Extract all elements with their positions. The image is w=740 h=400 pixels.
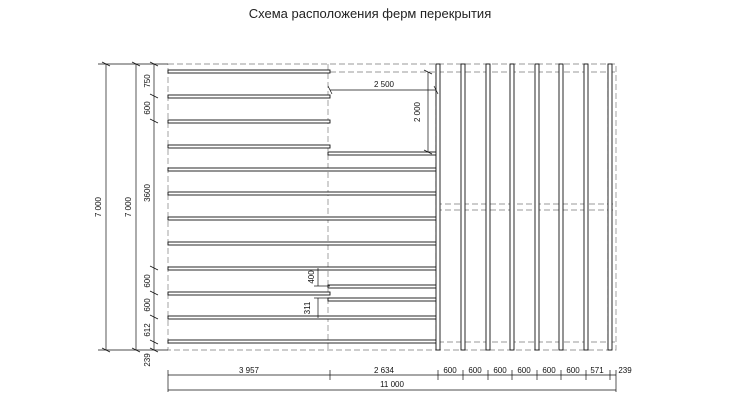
truss (486, 64, 490, 350)
dim-left-seg: 600 (143, 298, 152, 312)
truss (168, 120, 330, 123)
truss (168, 70, 330, 73)
dim-400: 400 (307, 270, 316, 284)
dim-311: 311 (303, 301, 312, 315)
truss (168, 95, 330, 98)
dim-bottom-seg: 600 (542, 366, 556, 375)
dim-left-total: 7 000 (94, 196, 103, 218)
dim-opening-height: 2 000 (413, 101, 422, 123)
truss (168, 340, 438, 343)
dim-left-seg: 239 (143, 353, 152, 367)
dim-left-mid: 7 000 (124, 196, 133, 218)
truss (168, 192, 438, 195)
dim-left-seg: 600 (143, 274, 152, 288)
dim-left-seg: 600 (143, 101, 152, 115)
dim-bottom-seg: 600 (566, 366, 580, 375)
building-outline (168, 64, 616, 350)
truss (510, 64, 514, 350)
dim-bottom-seg: 571 (590, 366, 604, 375)
truss (168, 292, 330, 295)
opening-truss (328, 152, 438, 155)
opening-truss (328, 285, 438, 288)
dim-bottom-seg: 600 (443, 366, 457, 375)
truss (168, 217, 438, 220)
dim-left-seg: 3600 (143, 184, 152, 202)
truss (168, 145, 330, 148)
dim-opening-width: 2 500 (373, 80, 395, 89)
truss (168, 168, 438, 171)
truss (584, 64, 588, 350)
opening-truss (328, 298, 438, 301)
truss (608, 64, 612, 350)
dim-bottom-seg: 3 957 (238, 366, 260, 375)
truss (535, 64, 539, 350)
truss (559, 64, 563, 350)
truss (461, 64, 465, 350)
truss (168, 242, 438, 245)
vertical-trusses (436, 64, 612, 350)
truss (168, 267, 438, 270)
dim-left-seg: 750 (143, 74, 152, 88)
bottom-dimensions (168, 366, 632, 392)
dim-bottom-total: 11 000 (380, 380, 404, 389)
dim-left-seg: 612 (143, 323, 152, 337)
dim-bottom-seg: 600 (493, 366, 507, 375)
dim-bottom-seg: 239 (618, 366, 632, 375)
dim-bottom-seg: 600 (517, 366, 531, 375)
truss (436, 64, 440, 350)
left-dimensions (94, 62, 168, 367)
dim-bottom-seg: 2 634 (373, 366, 395, 375)
dim-bottom-seg: 600 (468, 366, 482, 375)
page-title: Схема расположения ферм перекрытия (248, 6, 492, 21)
truss (168, 316, 438, 319)
